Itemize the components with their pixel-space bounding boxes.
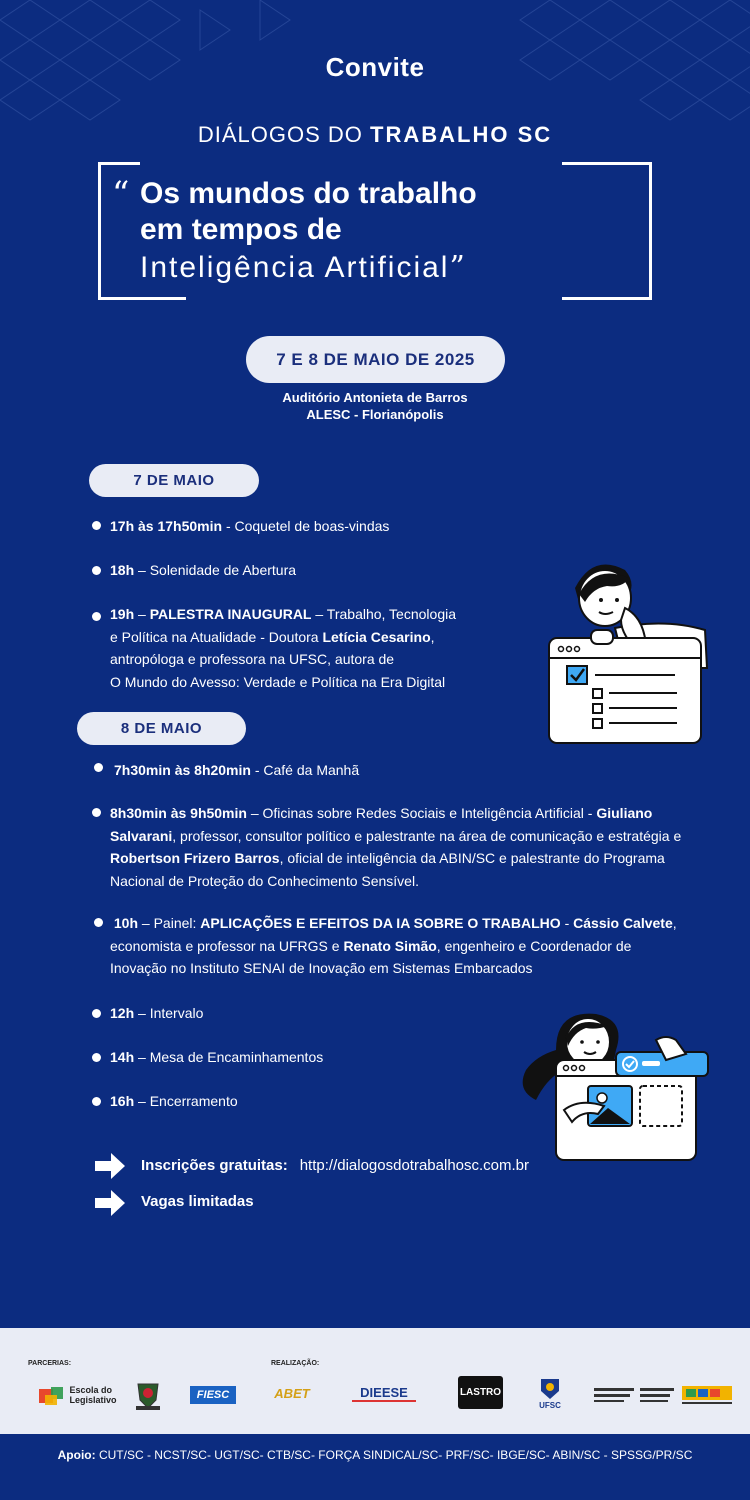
item-text: Inovação no Instituto SENAI de Inovação em Sistemas Embarcados	[110, 960, 533, 976]
arrow-right-icon	[95, 1190, 125, 1216]
item-highlight: PALESTRA INAUGURAL	[149, 606, 312, 622]
item-text: ,	[672, 915, 677, 931]
item-text: – Painel:	[138, 915, 201, 931]
fiesc-logo: FIESC	[190, 1386, 236, 1404]
item-text: – Mesa de Encaminhamentos	[134, 1049, 324, 1065]
registration-label: Inscrições gratuitas:	[141, 1157, 288, 1174]
item-time: 10h	[113, 915, 139, 931]
support-footer	[0, 1434, 750, 1500]
support-label: Apoio:	[57, 1448, 96, 1462]
partners-label: PARCERIAS:	[28, 1360, 72, 1367]
open-quote: “	[112, 174, 130, 214]
item-text: – Oficinas sobre Redes Sociais e Inteligência Artificial -	[246, 805, 597, 821]
event-name-light: DIÁLOGOS DO	[197, 122, 363, 147]
organizers-label: REALIZAÇÃO:	[271, 1360, 320, 1367]
schedule-item	[110, 1090, 238, 1113]
bullet-icon	[92, 1053, 101, 1062]
item-text: ,	[430, 628, 435, 645]
support-list: CUT/SC - NCST/SC- UGT/SC- CTB/SC- FORÇA SINDICAL/SC- PRF/SC- IBGE/SC- ABIN/SC - SPSSG/PR/SC	[95, 1448, 693, 1462]
item-text: – Solenidade de Abertura	[134, 562, 297, 578]
item-time: 14h	[110, 1049, 135, 1065]
item-time: 7h30min às 8h20min	[114, 762, 251, 778]
schedule-item	[110, 603, 510, 693]
venue-line-2: ALESC - Florianópolis	[306, 407, 444, 422]
title-line-3	[112, 248, 652, 288]
item-text: , oficial de inteligência da ABIN/SC e palestrante do Programa	[279, 850, 665, 866]
partners-strip	[0, 1328, 750, 1434]
checklist-illustration	[545, 558, 715, 748]
item-time: 8h30min às 9h50min	[110, 805, 247, 821]
item-time: 18h	[110, 562, 135, 578]
title-line-2: em tempos de	[140, 213, 342, 246]
escola-line2: Legislativo	[69, 1395, 117, 1405]
item-text: – Encerramento	[134, 1093, 238, 1109]
schedule-item	[114, 759, 359, 782]
image-window-illustration	[516, 1010, 712, 1165]
speaker-name: Salvarani	[110, 827, 173, 844]
item-text: - Coquetel de boas-vindas	[222, 518, 390, 534]
bullet-icon	[92, 1097, 101, 1106]
item-time: 12h	[110, 1005, 135, 1021]
item-text: , professor, consultor político e palestrante na área de comunicação e estratégia e	[172, 827, 682, 844]
bullet-icon	[92, 1009, 101, 1018]
day2-badge: 8 DE MAIO	[77, 712, 246, 745]
registration-line	[141, 1157, 529, 1174]
item-text: - Café da Manhã	[250, 762, 360, 778]
item-text: O Mundo do Avesso: Verdade e Política na Era Digital	[110, 673, 446, 690]
registration-link[interactable]: http://dialogosdotrabalhosc.com.br	[299, 1157, 530, 1174]
item-time: 16h	[110, 1093, 135, 1109]
item-text: – Trabalho, Tecnologia	[311, 606, 456, 622]
event-title	[112, 176, 652, 288]
lastro-logo: LASTRO	[458, 1376, 503, 1409]
title-line-1: Os mundos do trabalho	[140, 177, 477, 210]
schedule-item	[110, 1002, 203, 1025]
dieese-logo: DIEESE	[352, 1384, 416, 1402]
state-coat-of-arms-icon	[134, 1380, 162, 1412]
event-name-bold: TRABALHO SC	[370, 122, 553, 147]
schedule-item	[110, 802, 750, 892]
schedule-item	[110, 515, 389, 538]
item-time: 19h	[110, 606, 135, 622]
ufsc-crest-icon	[539, 1377, 561, 1401]
speaker-name: Renato Simão	[343, 937, 437, 954]
escola-line1: Escola do	[69, 1385, 112, 1395]
bullet-icon	[92, 808, 101, 817]
speaker-name: Letícia Cesarino	[322, 628, 431, 645]
ufsc-text: UFSC	[539, 1400, 561, 1410]
limited-seats: Vagas limitadas	[141, 1193, 254, 1210]
item-text: e Política na Atualidade - Doutora	[110, 628, 323, 645]
event-name	[0, 122, 750, 148]
venue-line-1: Auditório Antonieta de Barros	[282, 390, 468, 405]
venue	[0, 389, 750, 423]
bullet-icon	[94, 763, 103, 772]
bullet-icon	[92, 521, 101, 530]
escola-legislativo-logo	[28, 1382, 126, 1408]
item-text: Nacional de Proteção do Conhecimento Sensível.	[110, 872, 419, 889]
schedule-item	[110, 1046, 323, 1069]
title-line-3-text: Inteligência Artificial	[140, 251, 450, 284]
bullet-icon	[92, 612, 101, 621]
item-sep: –	[134, 606, 150, 622]
close-quote: ”	[449, 250, 467, 285]
date-badge: 7 E 8 DE MAIO DE 2025	[246, 336, 505, 383]
speaker-name: Robertson Frizero Barros	[110, 850, 280, 866]
item-text: economista e professor na UFRGS e	[110, 937, 344, 954]
speaker-name: Cássio Calvete	[573, 915, 673, 931]
arrow-right-icon	[95, 1153, 125, 1179]
bullet-icon	[92, 566, 101, 575]
item-time: 17h às 17h50min	[110, 518, 223, 534]
item-highlight: APLICAÇÕES E EFEITOS DA IA SOBRE O TRABALHO	[200, 915, 561, 931]
schedule-item	[110, 559, 296, 582]
ufsc-logo	[536, 1372, 564, 1414]
item-text: – Intervalo	[134, 1005, 204, 1021]
item-text: antropóloga e professora na UFSC, autora de	[110, 651, 395, 667]
item-sep: -	[560, 915, 574, 931]
government-logos-icon	[594, 1384, 734, 1406]
item-text: , engenheiro e Coordenador de	[436, 937, 632, 954]
schedule-item	[110, 912, 750, 980]
invite-heading: Convite	[325, 52, 425, 82]
speaker-name: Giuliano	[596, 805, 653, 821]
escola-logo-mark-icon	[37, 1383, 69, 1407]
day1-badge: 7 DE MAIO	[89, 464, 259, 497]
bullet-icon	[94, 918, 103, 927]
abet-logo: ABET	[274, 1385, 310, 1401]
